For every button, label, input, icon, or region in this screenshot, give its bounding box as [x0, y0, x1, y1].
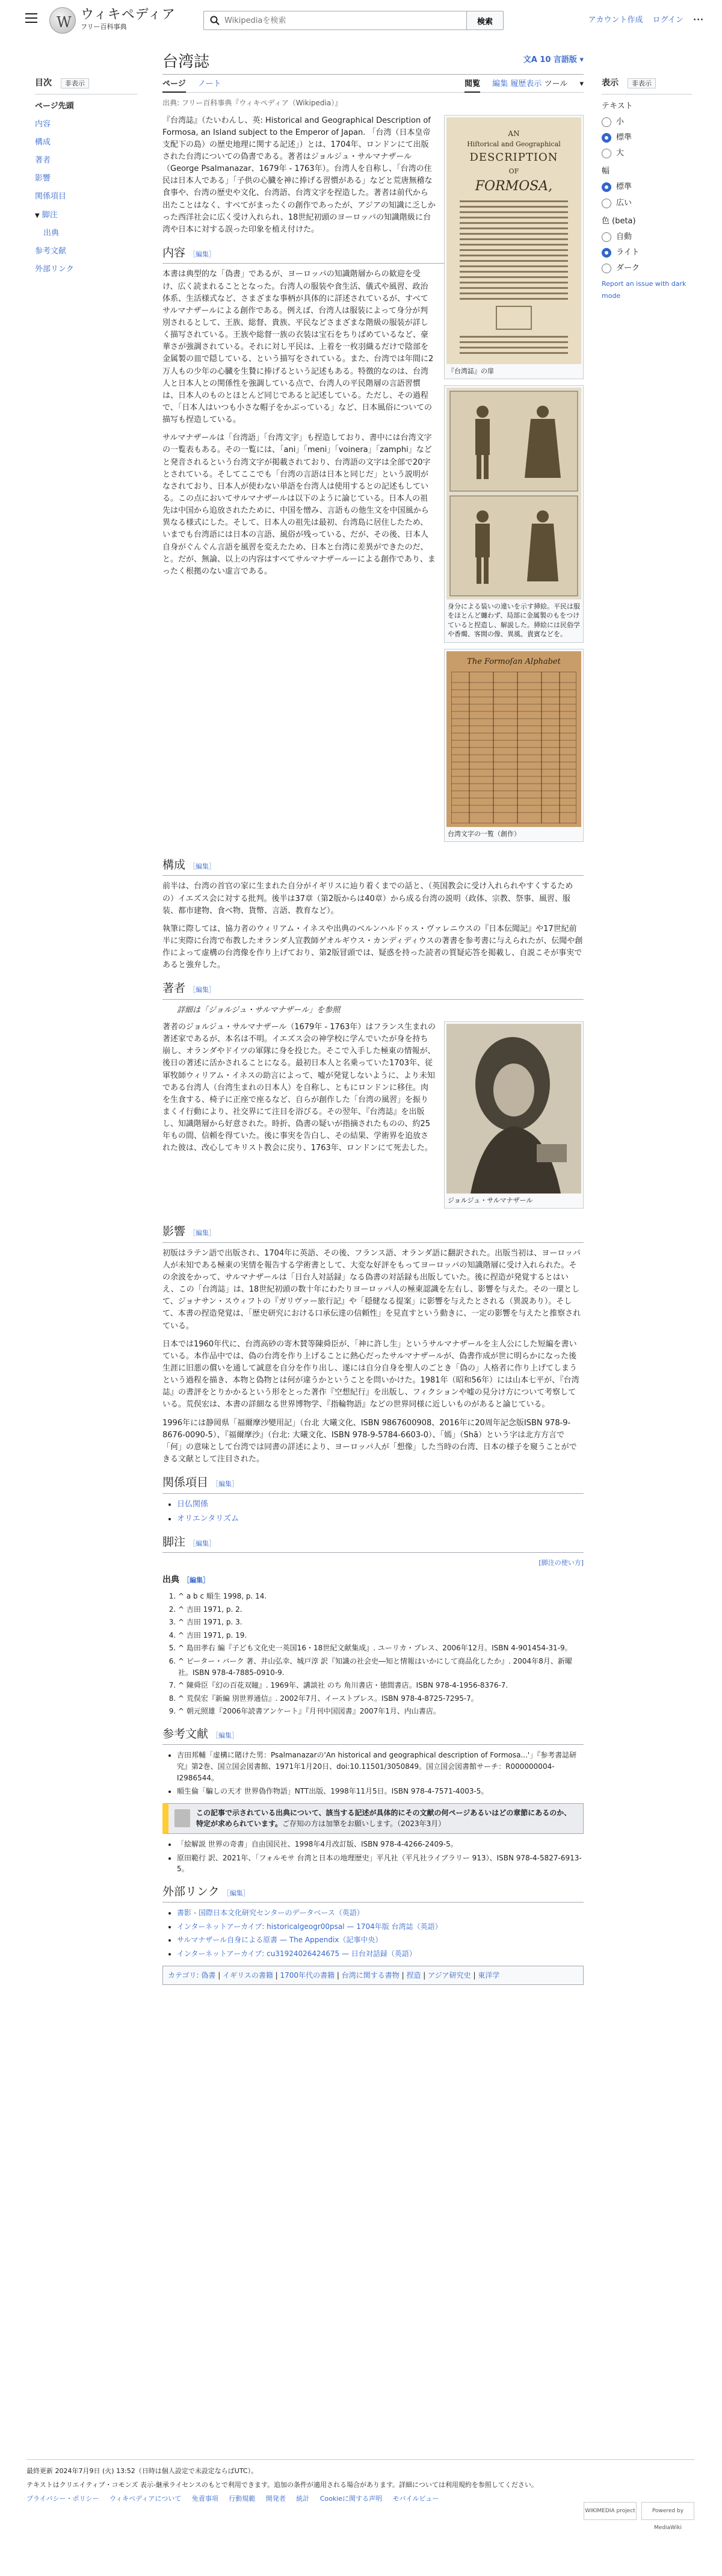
table-of-contents [35, 77, 137, 282]
edit-section-link[interactable]: ［編集］ [183, 1576, 209, 1585]
list-item: 3. ^ 吉田 1971, p. 3. [178, 1617, 584, 1628]
category-link[interactable]: 東洋学 [478, 1971, 500, 1980]
content-paragraph-1: 本書は典型的な「偽書」であるが、ヨーロッパの知識階層からの歓迎を受け、広く読まれることとなった。台湾人の服装や食生活、儀式や風習、政治体系、生活様式など、さまざまな事柄が具体的に詳述されているが、すべてサルマナザールによる創作である。例えば、台湾人は服装によって身分が判別されるとして、王族、総督、貴族、平民などさまざまな階級の服装が詳しく描写されている。王族や総督一族の衣装は宝石をちりばめているなど、豪華さが強調されている。それに対し平民は、上着を一枚羽織るだけで陰部を金属製の皿で隠している、という描写をされている。また、台湾では年間に2万人もの少年の心臓を生贄に捧げるという記述もある。特徴的なのは、台湾人と日本人との関係性を強調している点で、台湾人の平民階層の言語習慣は、日本人のものとほとんど同じであると記述している。ただし、その過程で、「日本人はいつも小さな帽子をかぶっている」など、日本風俗についての描写も捏造している。 [162, 270, 434, 425]
tab-page[interactable]: ページ [162, 79, 186, 93]
list-item: • 「絵解説 世界の奇書」自由国民社、1998年4月改訂版、ISBN 978-4-4266-2409-5。 [177, 1839, 584, 1850]
content-paragraph-2: サルマナザールは「台湾語」「台湾文字」も捏造しており、書中には台湾文字の一覧表もある。その一覧には、「ani」「meni」「voinera」「zamphi」などと発音されるという台湾文字が掲載されており、台湾語の文字は全部で20字とされている。そしてここでも「台湾の言語は日本と同じだ」という説明がなされており、日本人が使わない単語を台湾人は使用するとの記述もしている。この点においてサルマナザールは以下のように論じている。日本人の祖先は中国から追放されたために、中国を憎み、言語もの他生文を中国風から異なる様式にした。そして、日本人の祖先は最初、台湾島に居住したため、いまでも台湾語には日本の言語、風俗が残っている、だが、その後、日本人自身がぐんぐん言語を風習を変えたため、日本と台湾に差異ができたのだ、と。だが、無論、以上の内容はすべてサルマナザールーによる創作であり、まったく根拠のない虚言である。 [162, 433, 436, 576]
last-edited: 最終更新 2024年7月9日 (火) 13:52（日時は個人設定で未設定ならばUTC）。 [26, 2467, 258, 2475]
create-account-link[interactable]: アカウント作成 [588, 16, 643, 25]
category-link[interactable]: 捏造 [406, 1971, 421, 1980]
section-heading-structure [162, 856, 584, 876]
width-standard[interactable] [602, 181, 692, 193]
text-size-label: テキスト [602, 101, 633, 111]
option-label: 広い [616, 198, 632, 208]
edit-section-link[interactable]: ［編集］ [189, 1229, 216, 1237]
search-box [203, 11, 490, 30]
color-dark[interactable] [602, 262, 692, 274]
book-line: Hiſtorical and Geographical [467, 140, 561, 149]
list-item [177, 1948, 584, 1960]
heading-text: 外部リンク [162, 1884, 220, 1898]
radio-icon [602, 264, 611, 273]
more-options-icon[interactable]: ··· [693, 16, 704, 25]
wordmark-title: ウィキペディア [81, 7, 176, 22]
toc-item-author[interactable]: 著者 [35, 156, 51, 166]
toc-item-top[interactable]: ページ先頭 [35, 101, 74, 111]
color-label: 色 (beta) [602, 216, 636, 226]
influence-paragraph-2: 日本では1960年代に、台湾高砂の寄木賛等陳舜臣が、「神に許し生」というサルマナザールを主人公にした短編を書いている。本作品中では、偽の台湾を作り上げることに熱心だったサルマナザールが、偽書作成が世に明らかになった後生涯に旧悪の償いを通して誠意を自分を作り出し、遂には自分自身を聖人のごとき「偽の」人格者に作り上げてしまうという過程を描き、本物と偽物とは何が違うかということを問いかけた。1981年（昭和56年）には山本七平が、『台湾誌』の書評をとりかかるという形をとった著作『空想紀行』を出版し、フィクションや嘘の見分け方について考察している。荒俣宏は、本書の詳細なる世界博物学、『指輪物語』などの世界同様に近しいものがあると論じている。 [162, 1339, 579, 1410]
radio-icon [602, 199, 611, 208]
list-item: 9. ^ 朝元照雄『2006年読書アンケート』『月刊中国図書』2007年1月、内山書店。 [178, 1706, 584, 1717]
login-link[interactable]: ログイン [652, 16, 684, 25]
chevron-down-icon[interactable]: ▼ [35, 212, 40, 219]
external-link[interactable]: 書影 ‐ 国際日本文化研究センターのデータベース（英語） [177, 1909, 364, 1918]
heading-text: 影響 [162, 1225, 186, 1239]
figure-alphabet [444, 649, 584, 842]
sources-list [178, 1591, 584, 1717]
footer-link[interactable]: プライバシー・ポリシー [26, 2495, 99, 2503]
option-label: 小 [616, 117, 625, 126]
radio-selected-icon [602, 133, 611, 143]
footer-link[interactable]: ウィキペディアについて [109, 2495, 182, 2503]
tab-history[interactable]: 履歴表示 [510, 79, 542, 88]
list-item: 2. ^ 吉田 1971, p. 2. [178, 1604, 584, 1615]
edit-section-link[interactable]: ［編集］ [189, 1539, 216, 1547]
option-label: 自動 [616, 232, 632, 241]
external-links-list [177, 1907, 584, 1959]
toc-item-structure[interactable]: 構成 [35, 137, 51, 147]
license-text: テキストはクリエイティブ・コモンズ 表示-継承ライセンスのもとで利用できます。追加の条件が適用される場合があります。詳細については利用規約を参照してください。 [26, 2481, 538, 2489]
citation-needed-notice [162, 1803, 584, 1834]
edit-section-link[interactable]: ［編集］ [212, 1731, 239, 1739]
toc-header [35, 77, 137, 94]
option-label: 標準 [616, 182, 632, 192]
footer-logos [579, 2502, 694, 2531]
site-header [0, 0, 722, 41]
alphabet-title: The Formoſan Alphabet [467, 657, 561, 666]
category-link[interactable]: イギリスの書籍 [223, 1971, 273, 1980]
text-size-small[interactable] [602, 116, 692, 128]
notice-text [196, 1807, 577, 1830]
edit-section-link[interactable]: ［編集］ [189, 862, 216, 870]
category-link[interactable]: 偽書 [201, 1971, 216, 1980]
tab-edit[interactable]: 編集 [492, 79, 508, 88]
edit-section-link[interactable]: ［編集］ [223, 1889, 250, 1897]
page-title: 台湾誌 [162, 53, 210, 71]
color-auto[interactable] [602, 231, 692, 243]
list-item [177, 1934, 584, 1946]
section-heading-notes [162, 1534, 584, 1553]
tab-read[interactable]: 閲覧 [464, 79, 480, 93]
figure-costumes [444, 385, 584, 643]
toc-item-sources[interactable]: 出典 [43, 228, 60, 238]
list-item: • 吉田邦輔「虚構に賭けた男：Psalmanazarの'An historical and geographical description of Formosa...'」『参考書誌研究』第2巻、国立国会図書館、1971年1月20日、doi:10.11501/3050849。国立国会図書館サーチ：R000000004-I2986544。 [177, 1750, 584, 1783]
option-label: 標準 [616, 132, 632, 142]
portrait-graphic [446, 1024, 581, 1194]
related-link[interactable]: 日仏関係 [177, 1499, 209, 1509]
author-paragraph: 著者のジョルジュ・サルマナザール（1679年 - 1763年）はフランス生まれの著述家であるが、本名は不明。イエズス会の神学校に学んでいたが身を持ち崩し、オランダやドイツの軍隊に身を投じた。そこで入手した極東の情報が、後日の著述に活かされることになる。最初日本人と名乗っていた1703年、従軍牧師ウィリアム・イネスの助言によって、嘘が発覚しないように、より未知である台湾人（台湾生まれの日本人）を自称し、ともにロンドンに移住。肉を生食する、椅子に正座で座るなど、自らが創作した「台湾の風習」を振りまくイ行動により、社交界にて注目を浴びる。その翌年、『台湾誌』を出版し、知識階層から好意された。時折、偽書の疑いが指摘されたものの、約25年もの間、信頼を得ていた。後に事実を告白し、その結果、学術界を追放された彼は、改心してキリスト教会に戻り、1763年、ロンドンにて死去した。 [162, 1022, 436, 1153]
category-link[interactable]: 台湾に関する書物 [341, 1971, 400, 1980]
radio-selected-icon [602, 248, 611, 258]
main-menu-icon[interactable] [25, 13, 37, 23]
heading-text: 脚注 [162, 1535, 186, 1549]
radio-icon [602, 117, 611, 127]
footer-link[interactable]: Cookieに関する声明 [319, 2495, 383, 2503]
portrait-image[interactable] [446, 1024, 581, 1194]
list-item: • 原田範行 訳、2021年、「フォルモサ 台湾と日本の地理歴史」平凡社（平凡社ライブラリー 913）、ISBN 978-4-5827-6913-5。 [177, 1853, 584, 1875]
heading-text: 構成 [162, 858, 186, 872]
book-line: FORMOSA, [475, 179, 553, 194]
appearance-title: 表示 [602, 78, 619, 88]
toc-item-external[interactable]: 外部リンク [35, 264, 74, 274]
influence-paragraph-1: 初版はラテン語で出版され、1704年に英語、その後、フランス語、オランダ語に翻訳された。出版当初は、ヨーロッパ人が未知である極東の実情を報告する学術書として、大変な好評をもってヨーロッパの知識階層に受け入れられた。その余波をかって、サルマナザールは「日台人対話録」なる偽書の対話録も出版していた。後に捏造が発覚するとはいえ、この「台湾誌」は、18世紀初頭の数十年にわたりヨーロッパ人の極東認識を左右し、影響を与えた。その一環として、ジョナサン・スウィフトの『ガリヴァー旅行記』や「穏健なる提案」に影響を与えたとされる（異説あり）。そして、本書の捏造発覚は、「歴史研究における口承伝達の信頼性」を見直すという動きに、一定の影響を与えたと推察されている。 [162, 1248, 581, 1331]
categories-label[interactable]: カテゴリ: [168, 1971, 199, 1980]
notice-bold: この記事で示されている出典について、該当する記述が具体的にその文献の何ページあるいはどの章節にあるのか、特定が求められています。 [196, 1808, 572, 1828]
heading-text: 出典 [162, 1575, 179, 1585]
toc-hide-button[interactable]: 非表示 [61, 78, 89, 88]
book-line: OF [508, 167, 519, 176]
category-link[interactable]: アジア研究史 [428, 1971, 471, 1980]
color-light[interactable] [602, 247, 692, 259]
footer-link[interactable]: 免責事項 [191, 2495, 218, 2503]
list-item: 4. ^ 吉田 1971, p. 19. [178, 1630, 584, 1641]
list-item: 7. ^ 陳舜臣『幻の百花双瞳』. 1969年、講談社 のち 角川書店・徳間書店。ISBN 978-4-1956-8376-7. [178, 1680, 584, 1691]
user-links [581, 14, 704, 26]
figure-caption: 台湾文字の一覧（創作） [448, 829, 520, 838]
footnote-usage-row [162, 1558, 584, 1568]
figure-caption: 身分による装いの違いを示す挿絵。平民は服をほとんど纏わず、局部に金属製のもをつけていると捏造し、解説した。挿絵には民俗学や香燭、客間の像、異風、貴賓などを。 [448, 602, 580, 639]
notice-rest: ご存知の方は加筆をお願いします。（2023年3月） [282, 1819, 446, 1828]
width-label: 幅 [602, 167, 610, 176]
tab-tools[interactable]: ツール ▾ [544, 79, 584, 88]
category-link[interactable]: 1700年代の書籍 [280, 1971, 335, 1980]
related-list [177, 1499, 584, 1525]
section-heading-author [162, 980, 584, 999]
tools-label: ツール [544, 79, 568, 88]
alphabet-grid [451, 672, 576, 823]
radio-icon [602, 232, 611, 242]
references-list-2 [177, 1839, 584, 1875]
intro-paragraph: 『台湾誌』（たいわんし、英: Historical and Geographical Description of Formosa, an Island subject to the Emperor of Japan. 「台湾（日本皇帝支配下の島）の歴史地理に関する記述」）とは、1704年、ロンドンにて出版された台湾についての偽書である。著者はジョルジュ・サルマナザール（George Psalmanazar、1679年 - 1763年）。台湾人を自称し、「台湾の住民は日本人である」「子供の心臓を神に捧げる習慣がある」などと荒唐無稽な食事や、台湾の歴史や文化、台湾語、台湾文字を捏造した。著者は前代から出たことはなく、すべてがまったくの創作であったが、アジアの知識に乏しかった西洋社会に広く受け入れられ、18世紀初頭のヨーロッパの知識階級に台湾や日本に対する誤った印象を植え付けた。 [162, 116, 436, 234]
radio-icon [602, 149, 611, 158]
book-line: AN [508, 129, 520, 138]
width-wide[interactable] [602, 197, 692, 209]
wordmark[interactable] [81, 7, 176, 31]
section-heading-external [162, 1883, 584, 1903]
wordmark-tagline: フリー百科事典 [81, 23, 127, 31]
footnote-usage-link[interactable]: [脚注の使い方] [538, 1559, 584, 1567]
main-content [162, 52, 584, 1985]
references-list [177, 1750, 584, 1797]
toc-item-content[interactable]: 内容 [35, 119, 51, 129]
toc-title: 目次 [35, 78, 52, 88]
footer-link[interactable]: 統計 [296, 2495, 310, 2503]
heading-text: 参考文献 [162, 1727, 209, 1741]
section-heading-sources [162, 1574, 584, 1587]
heading-text: 著者 [162, 982, 186, 995]
edit-section-link[interactable]: ［編集］ [189, 986, 216, 994]
category-box: カテゴリ: 偽書 | イギリスの書籍 | 1700年代の書籍 | 台湾に関する書物 | 捏造 | アジア研究史 | 東洋学 [162, 1966, 584, 1986]
figure-portrait [444, 1021, 584, 1209]
mediawiki-logo[interactable]: Powered by MediaWiki [641, 2502, 694, 2520]
footer-link[interactable]: 行動規範 [229, 2495, 256, 2503]
tab-talk[interactable]: ノート [197, 79, 221, 88]
costume-illustration[interactable] [446, 388, 581, 599]
option-label: ライト [616, 247, 640, 257]
edit-section-link[interactable]: ［編集］ [189, 250, 216, 258]
section-heading-influence [162, 1223, 584, 1242]
appearance-panel [602, 77, 692, 303]
edit-section-link[interactable]: ［編集］ [212, 1480, 239, 1488]
list-item: 8. ^ 荒俣宏『新編 別世界通信』. 2002年7月、イーストプレス。ISBN 978-4-8725-7295-7。 [178, 1693, 584, 1704]
heading-text: 関係項目 [162, 1476, 209, 1490]
engraving-graphic [446, 388, 581, 599]
alphabet-table-image[interactable] [446, 651, 581, 827]
external-link[interactable]: インターネットアーカイブ: cu31924026424675 — 日台対話録（英語） [177, 1949, 416, 1958]
report-dark-mode-link[interactable]: Report an issue with dark mode [602, 280, 687, 300]
structure-paragraph-2: 執筆に際しては、協力者のウィリアム・イネスや出典のベルンハルドゥス・ヴァレニウスの『日本伝聞記』や17世紀前半に実際に台湾で布教したオランダ人宣教師ゲオルギウス・カンディディウスの著書を参考書に与えられたが、伝聞や創作によって虚構の台湾像を作り上げており、第2版冒頭では、疑惑を持った読者の質疑応答を掲載し、自説こそが事実であると強弁した。 [162, 924, 583, 970]
list-item: 5. ^ 島田孝右 編『子ども文化史一英国16・18世紀文献集成』. ユーリカ・プレス、2006年12月。ISBN 4-901454-31-9。 [178, 1643, 584, 1654]
wikipedia-logo[interactable]: W [49, 7, 76, 34]
related-link[interactable]: オリエンタリズム [177, 1514, 239, 1523]
toc-item-related[interactable]: 関係項目 [35, 192, 67, 202]
hatnote: 詳細は「ジョルジュ・サルマナザール」を参照 [177, 1005, 341, 1015]
list-item [177, 1907, 584, 1919]
book-line: DESCRIPTION [469, 151, 558, 164]
language-button[interactable]: 文A 10 言語版 ▾ [523, 55, 584, 64]
search-icon [210, 16, 220, 25]
option-label: 大 [616, 149, 625, 158]
search-button[interactable]: 検索 [466, 11, 504, 30]
list-item [177, 1921, 584, 1933]
radio-selected-icon [602, 182, 611, 192]
toc-item-influence[interactable]: 影響 [35, 174, 51, 184]
footer-link[interactable]: モバイルビュー [392, 2495, 439, 2503]
influence-paragraph-3: 1996年には静岡県「福爾摩沙變用記」（台北 大曦文化、ISBN 9867600908、2016年に20周年記念版ISBN 978-9-8676-0090-5）、『福爾摩沙』（台北: 大曦文化、ISBN 978-9-5784-6603-0）、「嫣」（Shā）という字は北方方言で「何」の意味として台湾では同書の詳述により、ヨーロッパ人が「想像」した当時の台湾、日本の様子を窺うことができる文献として注目された。 [162, 1418, 577, 1464]
figure-caption: 『台湾誌』の扉 [448, 367, 494, 375]
list-item: 6. ^ ピーター・バーク 著、井山弘幸、城戸淳 訳『知識の社会史―知と情報はいかにして商品化したか』. 2004年8月、新曜社。ISBN 978-4-7885-0910-9. [178, 1656, 584, 1678]
language-count: 10 言語版 [540, 55, 577, 64]
book-icon [174, 1809, 190, 1827]
toc-item-notes[interactable]: 脚注 [42, 210, 58, 220]
list-item: • 順生倫「騙しの天才 世界偽作物語」NTT出版、1998年11月5日。ISBN 978-4-7571-4003-5。 [177, 1786, 584, 1797]
section-heading-related [162, 1474, 584, 1493]
wikimedia-logo[interactable]: WIKIMEDIA project [584, 2502, 637, 2520]
page-footer [26, 2459, 694, 2531]
appearance-hide-button[interactable]: 非表示 [628, 78, 656, 88]
external-link[interactable]: サルマナザール自身による原書 — The Appendix（記事中央） [177, 1936, 383, 1945]
search-input[interactable] [224, 14, 423, 26]
text-size-large[interactable] [602, 147, 692, 159]
figure-caption: ジョルジュ・サルマナザール [448, 1196, 533, 1204]
title-bar [162, 52, 584, 75]
title-page-image[interactable] [446, 117, 581, 364]
language-icon: 文A [523, 55, 540, 64]
footer-link[interactable]: 開発者 [265, 2495, 286, 2503]
appearance-header [602, 77, 692, 94]
external-link[interactable]: インターネットアーカイブ: historicalgeogr00psal — 1704年版 台湾誌（英語） [177, 1922, 442, 1931]
list-item: 1. ^ a b c 順生 1998, p. 14. [178, 1591, 584, 1602]
heading-text: 内容 [162, 246, 186, 259]
page-source-note: 出典: フリー百科事典『ウィキペディア（Wikipedia）』 [162, 99, 342, 107]
text-size-standard[interactable] [602, 132, 692, 144]
toc-item-references[interactable]: 参考文献 [35, 246, 67, 256]
section-heading-references [162, 1726, 584, 1745]
toc-item-notes-row [35, 209, 137, 221]
list-item [177, 1499, 584, 1511]
page-tabs [162, 75, 584, 93]
figure-title-page [444, 115, 584, 379]
list-item [177, 1513, 584, 1525]
option-label: ダーク [616, 264, 640, 273]
structure-paragraph-1: 前半は、台湾の首官の家に生まれた自分がイギリスに辿り着くまでの話と、（英国教会に受け入れられやすくするための）イエズス会に対する批判。後半は37章（第2版からは40章）から成る台湾の説明（政体、宗教、祭事、風習、服装、都市建物、食べ物、貨幣、言語、教育など）。 [162, 882, 573, 915]
